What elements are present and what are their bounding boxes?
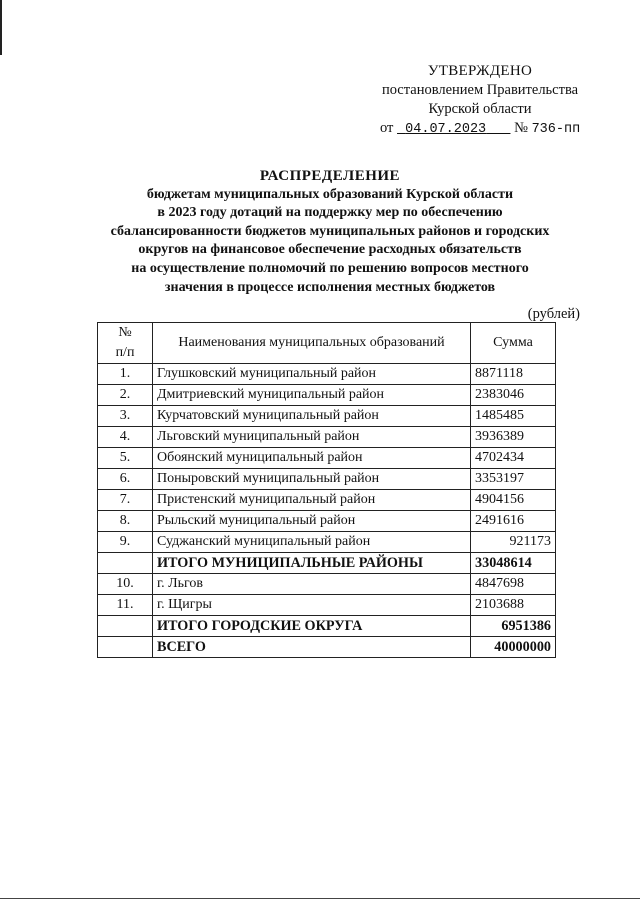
row-sum: 8871118 [471,364,556,385]
row-sum: 921173 [471,532,556,553]
date-prefix: от [380,120,394,136]
row-name: Курчатовский муниципальный район [153,406,471,427]
row-number: 6. [98,469,153,490]
grand-total-label: ВСЕГО [153,637,471,658]
approval-line-2: Курской области [428,101,532,117]
number-prefix: № [514,120,528,136]
heading-line: в 2023 году дотаций на поддержку мер по обеспечению [157,205,503,221]
total-districts-label: ИТОГО МУНИЦИПАЛЬНЫЕ РАЙОНЫ [153,553,471,574]
table-row [98,490,556,511]
row-number-empty [98,616,153,637]
heading-line: округов на финансовое обеспечение расходных обязательств [138,242,522,258]
row-number-empty [98,637,153,658]
row-name: Глушковский муниципальный район [153,364,471,385]
table-row [98,511,556,532]
row-sum: 3353197 [471,469,556,490]
table-row [98,532,556,553]
approval-block [360,62,600,137]
document-heading [80,167,580,297]
row-name: Дмитриевский муниципальный район [153,385,471,406]
row-number: 4. [98,427,153,448]
heading-title: РАСПРЕДЕЛЕНИЕ [259,168,401,184]
row-name: г. Льгов [153,574,471,595]
row-sum: 4847698 [471,574,556,595]
row-number: 2. [98,385,153,406]
heading-line: сбалансированности бюджетов муниципальных районов и городских [110,223,550,239]
row-number: 7. [98,490,153,511]
approval-title: УТВЕРЖДЕНО [427,63,533,79]
table-row [98,448,556,469]
row-sum: 1485485 [471,406,556,427]
row-number: 1. [98,364,153,385]
row-name: Льговский муниципальный район [153,427,471,448]
total-districts-sum: 33048614 [471,553,556,574]
row-sum: 4904156 [471,490,556,511]
row-name: Обоянский муниципальный район [153,448,471,469]
table-header-row [98,323,556,364]
row-number: 11. [98,595,153,616]
total-cities-label: ИТОГО ГОРОДСКИЕ ОКРУГА [153,616,471,637]
total-cities-sum: 6951386 [471,616,556,637]
header-sum: Сумма [471,323,556,364]
header-name: Наименования муниципальных образований [153,323,471,364]
grand-total-row [98,637,556,658]
row-number: 10. [98,574,153,595]
row-name: г. Щигры [153,595,471,616]
table-row [98,427,556,448]
table-row [98,595,556,616]
scan-border-left [0,0,2,55]
total-cities-row [98,616,556,637]
number-value: 736-пп [531,122,581,137]
row-sum: 2103688 [471,595,556,616]
heading-line: на осуществление полномочий по решению вопросов местного [131,260,529,276]
row-number: 5. [98,448,153,469]
row-name: Пристенский муниципальный район [153,490,471,511]
row-name: Поныровский муниципальный район [153,469,471,490]
table-row [98,406,556,427]
row-number-empty [98,553,153,574]
table-row [98,574,556,595]
row-number: 9. [98,532,153,553]
row-name: Рыльский муниципальный район [153,511,471,532]
approval-dateline [380,119,610,139]
row-sum: 2383046 [471,385,556,406]
heading-line: значения в процессе исполнения местных бюджетов [164,279,496,295]
distribution-table [97,322,556,658]
approval-line-1: постановлением Правительства [381,82,579,98]
grand-total-sum: 40000000 [471,637,556,658]
row-sum: 3936389 [471,427,556,448]
row-number: 8. [98,511,153,532]
heading-line: бюджетам муниципальных образований Курской области [146,186,514,202]
header-number: № п/п [98,323,153,364]
date-value: 04.07.2023 [405,122,487,137]
table-row [98,469,556,490]
row-sum: 2491616 [471,511,556,532]
row-number: 3. [98,406,153,427]
table-row [98,385,556,406]
total-districts-row [98,553,556,574]
scan-border-bottom [0,898,640,899]
table-row [98,364,556,385]
units-label: (рублей) [527,306,580,322]
row-sum: 4702434 [471,448,556,469]
row-name: Суджанский муниципальный район [153,532,471,553]
